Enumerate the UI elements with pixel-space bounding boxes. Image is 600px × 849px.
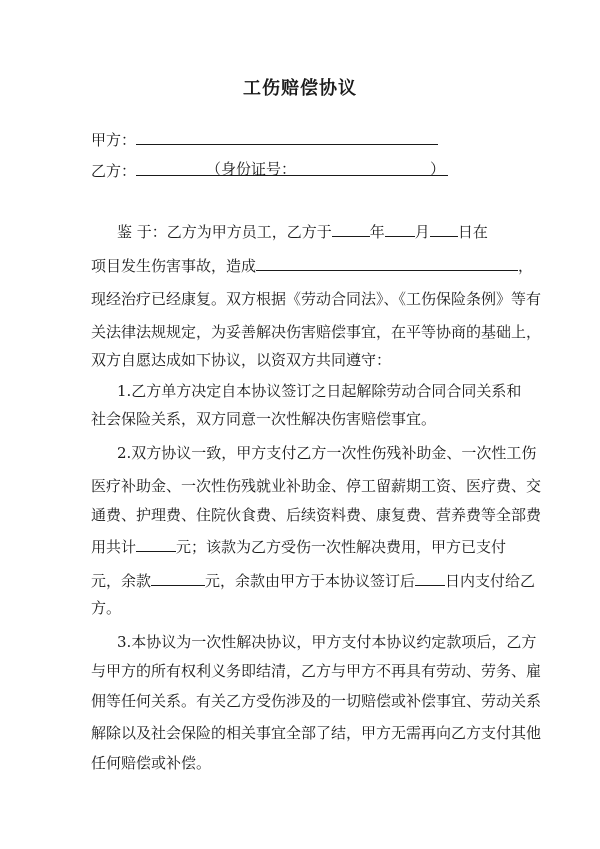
recital-line-2 <box>91 255 533 276</box>
recital-text-2: 项目发生伤害事故，造成 <box>91 257 257 275</box>
paid-label: 元，余款 <box>91 572 152 590</box>
party-a-blank[interactable] <box>136 128 438 145</box>
recital-text-1: 鉴 于：乙方为甲方员工，乙方于 <box>117 223 332 241</box>
party-b-label: 乙方： <box>91 162 137 180</box>
total-amount-blank[interactable] <box>136 536 176 552</box>
clause-2-line-4 <box>91 536 506 557</box>
clause-3-line-4: 解除以及社会保险的相关事宜全部了结，甲方无需再向乙方支付其他 <box>91 724 542 742</box>
injury-day-blank[interactable] <box>430 221 458 237</box>
clause-2-line-2: 医疗补助金、一次性伤残就业补助金、停工留薪期工资、医疗费、交 <box>91 477 542 495</box>
payment-days-blank[interactable] <box>415 570 445 586</box>
clause-3-line-5: 任何赔偿或补偿。 <box>91 754 212 772</box>
party-b-id-close: ） <box>430 160 446 178</box>
party-a-label: 甲方： <box>91 131 137 149</box>
recital-comma: ， <box>518 257 534 275</box>
party-a-row <box>91 128 438 150</box>
year-label: 年 <box>369 223 385 241</box>
clause-1-line-1: 1.乙方单方决定自本协议签订之日起解除劳动合同合同关系和 <box>117 382 522 400</box>
party-b-id-note: （身份证号： <box>206 160 297 178</box>
clause-3-line-1: 3.本协议为一次性解决协议，甲方支付本协议约定款项后，乙方 <box>117 633 537 651</box>
recital-line-4: 关法律法规规定，为妥善解决伤害赔偿事宜，在平等协商的基础上， <box>91 323 542 341</box>
injury-month-blank[interactable] <box>385 221 415 237</box>
injury-result-blank[interactable] <box>256 255 518 271</box>
clause-2-line-1: 2.双方协议一致，甲方支付乙方一次性伤残补助金、一次性工伤 <box>117 444 537 462</box>
clause-3-line-2: 与甲方的所有权利义务即结清，乙方与甲方不再具有劳动、劳务、雇 <box>91 662 542 680</box>
payment-text: 日内支付给乙 <box>445 572 536 590</box>
month-label: 月 <box>414 223 430 241</box>
day-label: 日在 <box>457 223 488 241</box>
document-title: 工伤赔偿协议 <box>243 78 357 99</box>
total-text: 元；该款为乙方受伤一次性解决费用，甲方已支付 <box>176 538 507 556</box>
total-label: 用共计 <box>91 538 137 556</box>
clause-3-line-3: 佣等任何关系。有关乙方受伤涉及的一切赔偿或补偿事宜、劳动关系 <box>91 692 542 710</box>
injury-year-blank[interactable] <box>332 221 370 237</box>
balance-text: 元，余款由甲方于本协议签订后 <box>205 572 416 590</box>
recital-line-5: 双方自愿达成如下协议，以资双方共同遵守： <box>91 351 392 369</box>
clause-1-line-2: 社会保险关系，双方同意一次性解决伤害赔偿事宜。 <box>91 410 437 428</box>
recital-line-3: 现经治疗已经康复。双方根据《劳动合同法》、《工伤保险条例》等有 <box>91 290 542 308</box>
recital-line-1 <box>117 221 488 242</box>
clause-2-line-3: 通费、护理费、住院伙食费、后续资料费、康复费、营养费等全部费 <box>91 506 542 524</box>
balance-amount-blank[interactable] <box>151 570 205 586</box>
clause-2-line-6: 方。 <box>91 599 122 617</box>
clause-2-line-5 <box>91 570 535 591</box>
